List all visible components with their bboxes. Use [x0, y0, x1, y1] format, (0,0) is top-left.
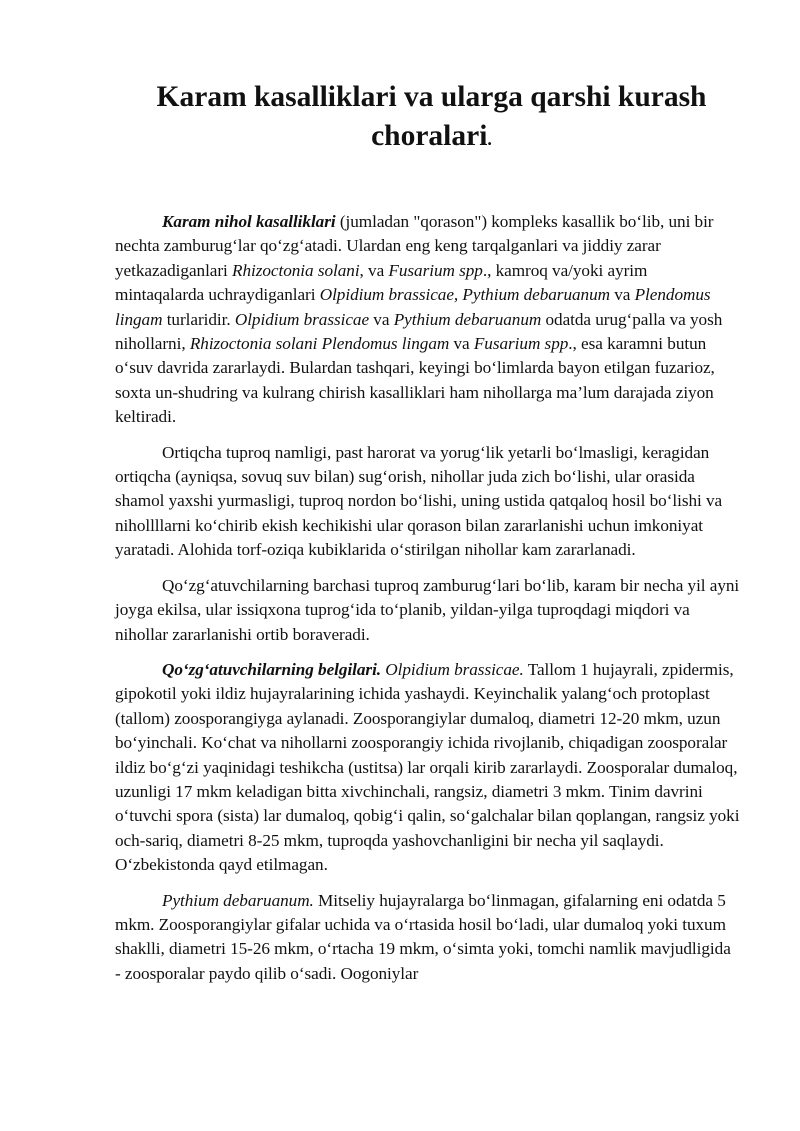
document-body — [115, 210, 740, 986]
title-text: Karam kasalliklari va ularga qarshi kurash choralari — [156, 81, 707, 152]
italic-term: Olpidium brassicae. — [385, 659, 524, 679]
body-paragraph — [115, 658, 740, 878]
italic-term: Fusarium spp — [388, 260, 483, 280]
italic-term: Pythium debaruanum. — [162, 890, 314, 910]
text-run: va — [609, 285, 635, 305]
text-run: (jumladan "qorason") kompleks kasallik bo‘lib, uni bir nechta zamburug‘lar qo‘zg‘atadi. Ulardan eng keng tarqalganlari va jiddiy zarar yetkazadiganlari — [115, 212, 714, 280]
bold-italic-heading: Qo‘zg‘atuvchilarning belgilari. — [162, 659, 382, 679]
text-run: odatda urug‘palla va yosh nihollarni, — [115, 309, 723, 354]
italic-term: Rhizoctonia solani Plendomus lingam — [189, 334, 450, 354]
bold-italic-heading: Karam nihol kasalliklari — [162, 212, 336, 231]
body-paragraph — [115, 574, 740, 647]
italic-term: Pythium debaruanum — [393, 309, 542, 329]
text-run: Ortiqcha tuproq namligi, past harorat va yorug‘lik yetarli bo‘lmasligi, keragidan ortiqcha (ayniqsa, sovuq suv bilan) sug‘orish, nihollar juda zich bo‘lishi, ular orasida shamol yaxshi yurmasligi, tuproq nordon bo‘lishi, uning ustida qatqaloq hosil bo‘lishi va nihollllarni ko‘chirib ekish kechikishi ular qorason bilan zararlanishi uchun imkoniyat yaratadi. Alohida torf-oziqa kubiklarida o‘stirilgan nihollar kam zararlanadi. — [115, 442, 723, 560]
body-paragraph — [115, 889, 740, 987]
italic-term: Rhizoctonia solani — [232, 260, 360, 280]
text-run: ., esa karamni butun o‘suv davrida zararlaydi. Bulardan tashqari, keyingi bo‘limlarda bayon etilgan fuzarioz, soxta un-shudring va kulrang chirish kasalliklari ham nihollarga ma’lum darajada ziyon keltiradi. — [115, 334, 715, 427]
text-run: Qo‘zg‘atuvchilarning barchasi tuproq zamburug‘lari bo‘lib, karam bir necha yil ayni joyga ekilsa, ular issiqxona tuprog‘ida to‘planib, yildan-yilga tuproqdagi miqdori va nihollar zararlanishi ortib boraveradi. — [115, 575, 740, 644]
title-period: . — [487, 129, 492, 149]
body-paragraph — [115, 441, 740, 563]
text-run: va — [449, 334, 474, 354]
text-run: va — [369, 309, 394, 329]
text-run: Tallom 1 hujayrali, zpidermis, gipokotil yoki ildiz hujayralarining ichida yashaydi. Keyinchalik yalang‘och protoplast (tallom) zoosporangiyga aylanadi. Zoosporangiylar dumaloq, diametri 12-20 mkm, uzun bo‘yinchali. Ko‘chat va nihollarni zoosporangiy ichida rivojlanib, chiqadigan zoosporalar ildiz bo‘g‘zi yaqinidagi teshikcha (ustitsa) lar orqali kirib zararlaydi. Zoosporalar dumaloq, uzunligi 17 mkm keladigan bitta xivchinchali, rangsiz, diametri 3 mkm. Tinim davrini o‘tuvchi spora (sista) lar dumaloq, qobig‘i qalin, so‘galchalar bilan qoplangan, rangsiz yoki och-sariq, diametri 8-25 mkm, tuproqda yashovchanligini bir necha yil saqlaydi. O‘zbekistonda qayd etilmagan. — [115, 659, 740, 875]
italic-term: Olpidium brassicae, Pythium debaruanum — [319, 285, 610, 305]
italic-term: Plendomus lingam — [115, 285, 711, 329]
text-run: Mitseliy hujayralarga bo‘linmagan, gifalarning eni odatda 5 mkm. Zoosporangiylar gifalar uchida va o‘rtasida hosil bo‘ladi, ular dumaloq yoki tuxum shaklli, diametri 15-26 mkm, o‘rtacha 19 mkm, o‘simta yoki, tomchi namlik mavjudligida - zoosporalar paydo qilib o‘sadi. Oogoniylar — [115, 890, 731, 983]
document-title — [115, 78, 740, 159]
text-run: , va — [359, 260, 389, 280]
text-run: ., kamroq va/yoki ayrim mintaqalarda uchraydiganlari — [115, 260, 648, 305]
italic-term: Olpidium brassicae — [234, 309, 370, 329]
body-paragraph — [115, 210, 740, 430]
italic-term: Fusarium spp — [473, 334, 569, 354]
text-run: turlaridir. — [162, 309, 235, 329]
title-spacer — [115, 159, 740, 210]
document-page — [115, 78, 740, 997]
